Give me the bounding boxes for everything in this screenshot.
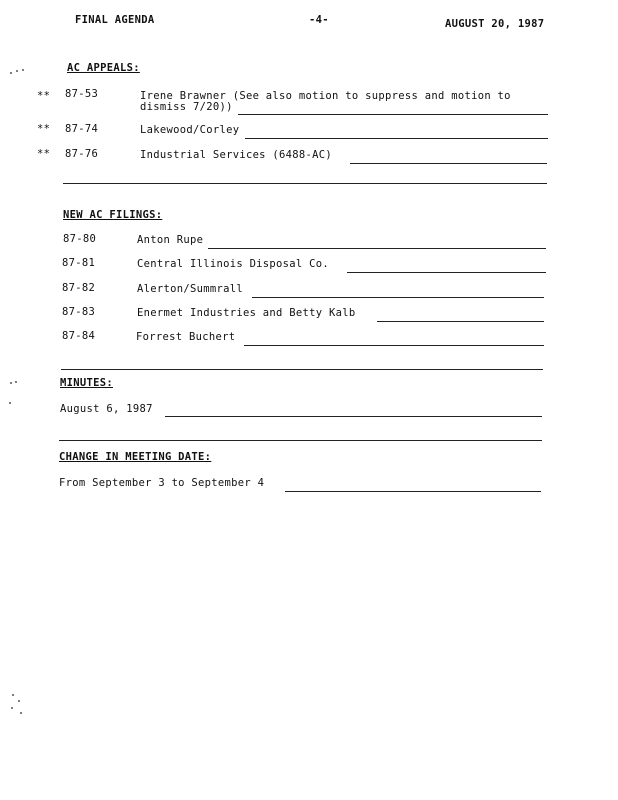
item-text: Central Illinois Disposal Co. — [137, 258, 330, 270]
section-new-ac-filings-title: NEW AC FILINGS: — [63, 209, 163, 221]
section-divider-rule — [59, 440, 542, 441]
underline-rule — [350, 163, 547, 164]
item-text: Enermet Industries and Betty Kalb — [137, 307, 356, 319]
section-divider-rule — [63, 183, 547, 184]
item-number: 87-80 — [63, 233, 97, 245]
underline-rule — [238, 114, 548, 115]
underline-rule — [244, 345, 544, 346]
scan-speck — [9, 402, 11, 404]
item-text: Anton Rupe — [137, 234, 204, 246]
item-number: 87-74 — [65, 123, 99, 135]
underline-rule — [285, 491, 541, 492]
section-divider-rule — [61, 369, 543, 370]
item-text-continued: dismiss 7/20)) — [140, 101, 233, 113]
section-change-meeting-title: CHANGE IN MEETING DATE: — [59, 451, 212, 463]
item-marker: ** — [37, 123, 51, 135]
item-number: 87-81 — [62, 257, 96, 269]
header-title: FINAL AGENDA — [75, 14, 155, 26]
underline-rule — [208, 248, 546, 249]
minutes-item: August 6, 1987 — [60, 403, 153, 415]
item-marker: ** — [37, 90, 51, 102]
item-number: 87-82 — [62, 282, 96, 294]
scan-speck — [15, 381, 17, 383]
scan-speck — [10, 72, 12, 74]
scan-speck — [12, 694, 14, 696]
item-text: Lakewood/Corley — [140, 124, 240, 136]
underline-rule — [347, 272, 546, 273]
item-text: Industrial Services (6488-AC) — [140, 149, 333, 161]
item-number: 87-84 — [62, 330, 96, 342]
item-number: 87-83 — [62, 306, 96, 318]
scan-speck — [18, 700, 20, 702]
underline-rule — [252, 297, 544, 298]
item-number: 87-53 — [65, 88, 99, 100]
underline-rule — [245, 138, 548, 139]
scan-speck — [20, 712, 22, 714]
page-number: -4- — [309, 14, 329, 26]
scan-speck — [22, 69, 24, 71]
item-marker: ** — [37, 148, 51, 160]
underline-rule — [165, 416, 542, 417]
section-minutes-title: MINUTES: — [60, 377, 113, 389]
section-ac-appeals-title: AC APPEALS: — [67, 62, 140, 74]
scan-speck — [16, 70, 18, 72]
scan-speck — [10, 382, 12, 384]
item-text: Forrest Buchert — [136, 331, 236, 343]
change-meeting-item: From September 3 to September 4 — [59, 477, 265, 489]
header-date: AUGUST 20, 1987 — [445, 18, 545, 30]
underline-rule — [377, 321, 544, 322]
item-number: 87-76 — [65, 148, 99, 160]
scan-speck — [11, 707, 13, 709]
item-text: Alerton/Summrall — [137, 283, 243, 295]
item-text: Irene Brawner (See also motion to suppress and motion to — [140, 90, 511, 102]
